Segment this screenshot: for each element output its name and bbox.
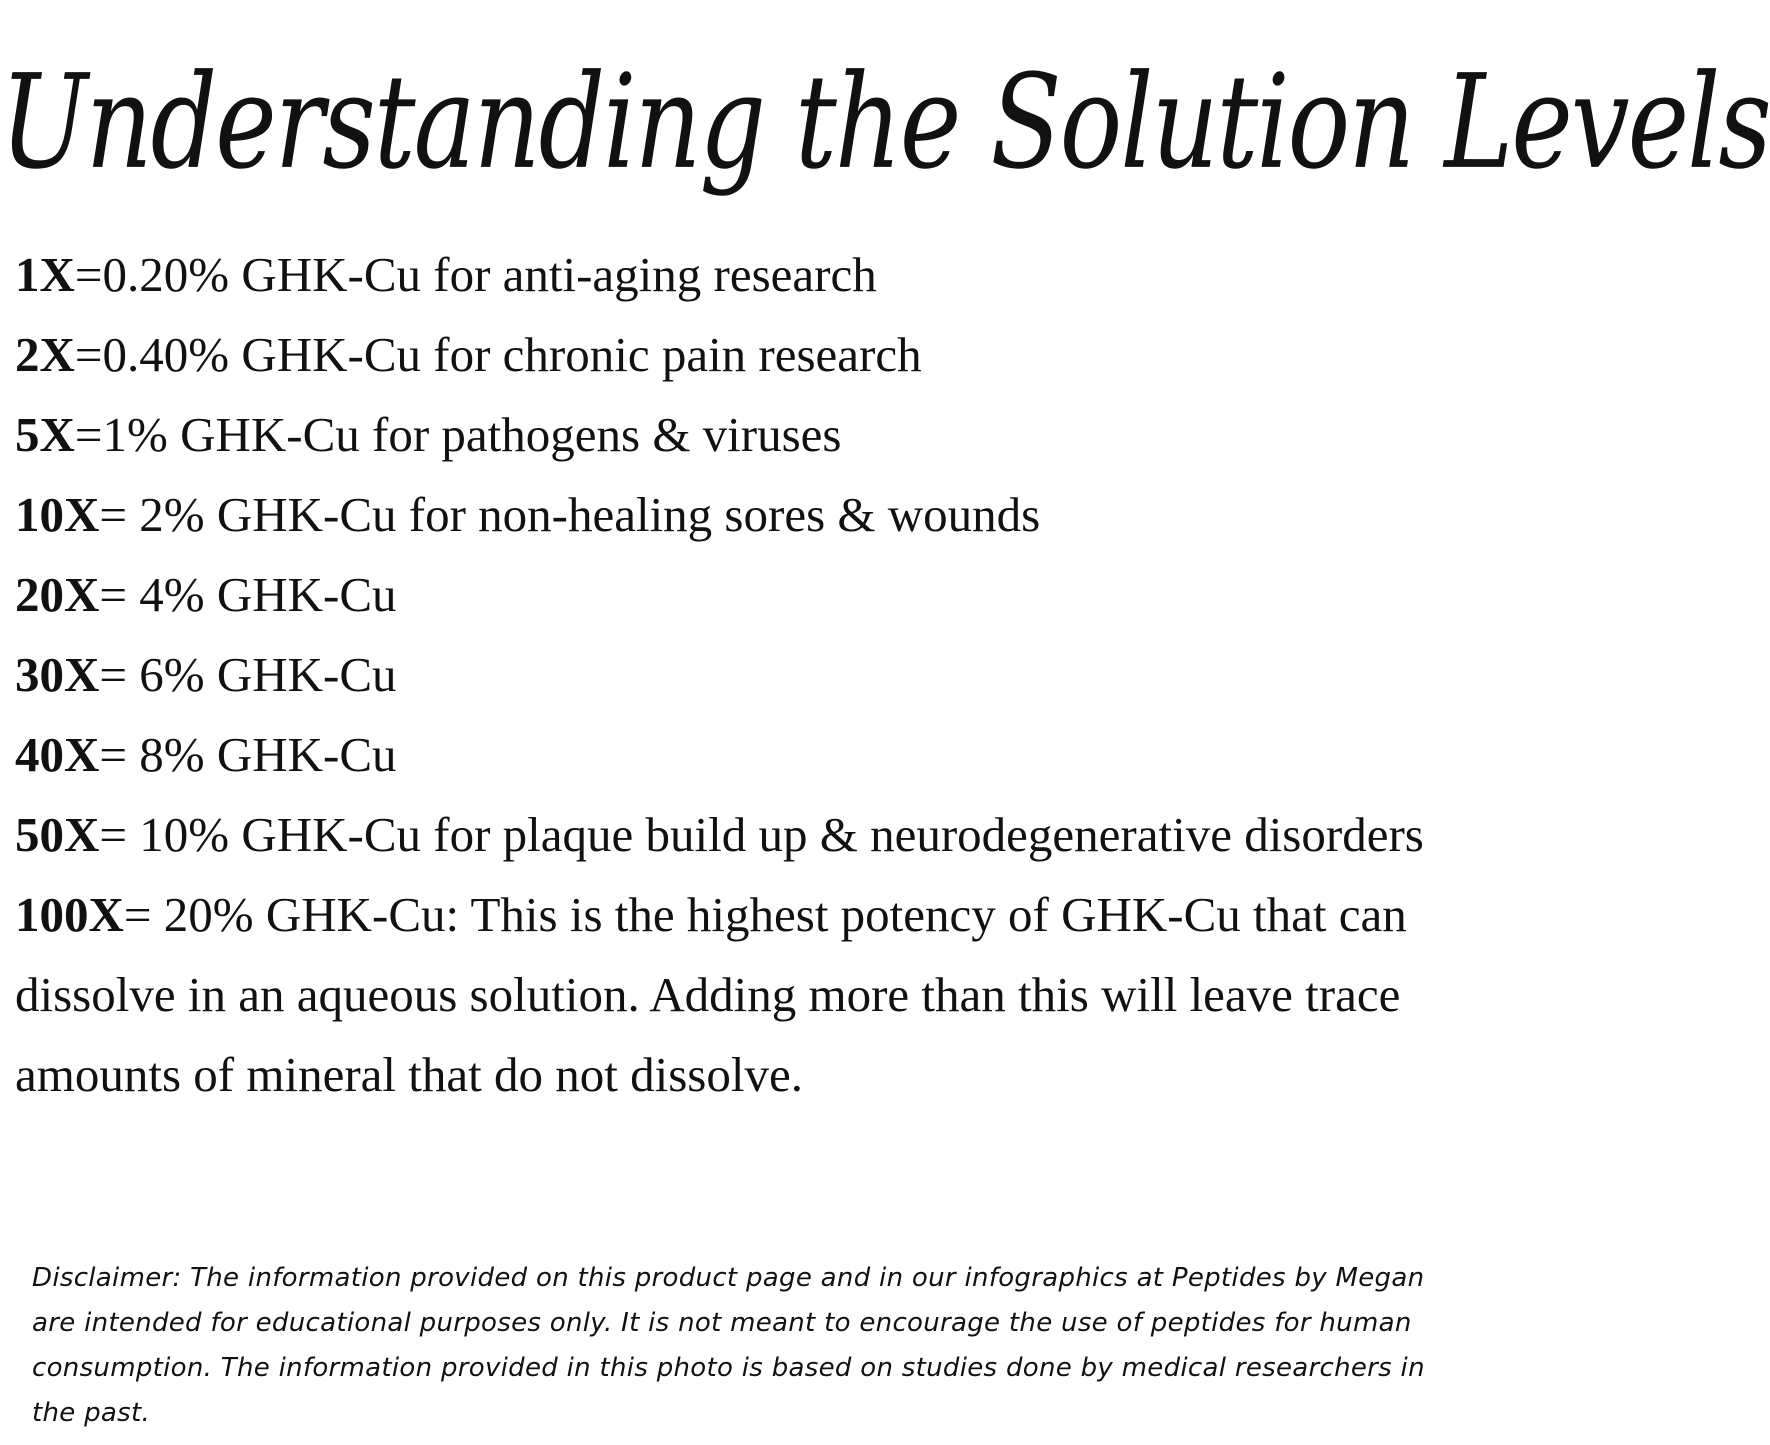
level-description: = 6% GHK-Cu (99, 647, 397, 702)
level-5x-item (15, 395, 1425, 475)
level-label: 50X (15, 807, 100, 862)
level-50x-item (15, 795, 1425, 875)
level-description: =0.20% GHK-Cu for anti-aging research (74, 247, 877, 302)
level-description: = 2% GHK-Cu for non-healing sores & wounds (99, 487, 1041, 542)
level-description: =1% GHK-Cu for pathogens & viruses (74, 407, 842, 462)
level-description: = 20% GHK-Cu: This is the highest potency of GHK-Cu that can dissolve in an aqueous solution. Adding more than this will leave trace amounts of mineral that do not dissolve. (15, 887, 1407, 1102)
level-2x-item (15, 315, 1425, 395)
level-label: 20X (15, 567, 100, 622)
level-description: = 4% GHK-Cu (99, 567, 397, 622)
level-30x-item (15, 635, 1425, 715)
level-description: = 8% GHK-Cu (99, 727, 397, 782)
level-40x-item (15, 715, 1425, 795)
level-label: 100X (15, 887, 124, 942)
level-label: 40X (15, 727, 100, 782)
level-10x-item (15, 475, 1425, 555)
level-label: 1X (15, 247, 75, 302)
level-label: 5X (15, 407, 75, 462)
level-100x-item (15, 875, 1425, 1115)
page-title: Understanding the Solution Levels (0, 45, 1770, 199)
level-20x-item (15, 555, 1425, 635)
solution-levels-list (15, 235, 1425, 1115)
level-label: 30X (15, 647, 100, 702)
level-1x-item (15, 235, 1425, 315)
disclaimer-text: Disclaimer: The information provided on this product page and in our infographics at Peptides by Megan are intended for educational purposes only. It is not meant to encourage the use of peptides for human consumption. The information provided in this photo is based on studies done by medical researchers in the past. (32, 1263, 1425, 1428)
level-label: 2X (15, 327, 75, 382)
level-description: = 10% GHK-Cu for plaque build up & neurodegenerative disorders (99, 807, 1424, 862)
level-label: 10X (15, 487, 100, 542)
level-description: =0.40% GHK-Cu for chronic pain research (74, 327, 922, 382)
